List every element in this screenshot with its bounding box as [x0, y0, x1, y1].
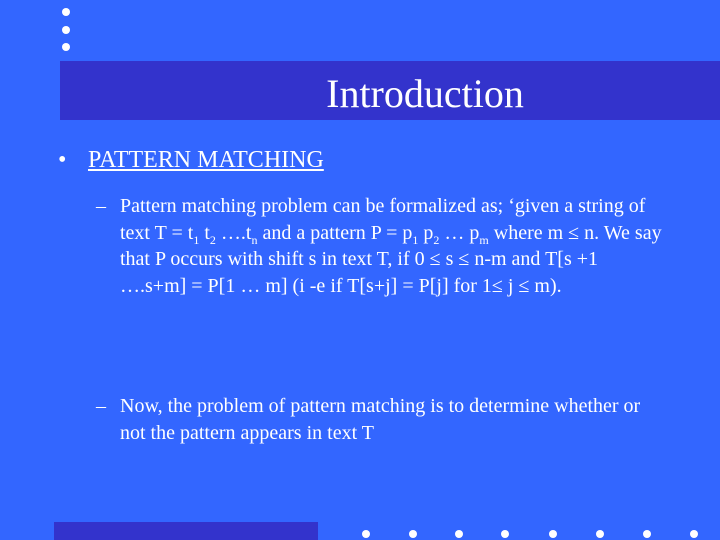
sub-bullet-1	[96, 193, 666, 299]
bottom-accent-bar	[54, 522, 318, 540]
bullet-item	[58, 145, 324, 175]
sub-bullet-dash: –	[96, 395, 106, 417]
decor-dot	[62, 26, 70, 34]
sub-bullet-dash: –	[96, 195, 106, 217]
bullet-heading: PATTERN MATCHING	[88, 147, 324, 173]
bullet-mark: •	[58, 147, 67, 173]
decor-dot	[409, 530, 417, 538]
decor-dot	[455, 530, 463, 538]
slide-title: Introduction	[326, 71, 524, 116]
decor-dot	[362, 530, 370, 538]
sub-bullet-2	[96, 393, 666, 446]
decor-dot	[643, 530, 651, 538]
decor-dot	[549, 530, 557, 538]
sub-bullet-2-text: Now, the problem of pattern matching is to determine whether or not the pattern appears in text T	[120, 395, 641, 444]
decor-dot	[62, 8, 70, 16]
decor-dot	[501, 530, 509, 538]
decor-dot	[62, 43, 70, 51]
decor-dot	[690, 530, 698, 538]
decor-dot	[596, 530, 604, 538]
sub-bullet-1-text: Pattern matching problem can be formalized as; ‘given a string of text $T = t_1$ $t_2$ $\dots.t_n$ and a pattern $P = p_1$ $p_2$ … $p_m$ where m ≤ n. We say that P occurs with shift s in text T, if 0 ≤ s ≤ n-m and T[s +1 ….s+m] = P[1 … m] (i -e if T[s+j] = P[j] for 1≤ j ≤ m).	[120, 195, 662, 297]
